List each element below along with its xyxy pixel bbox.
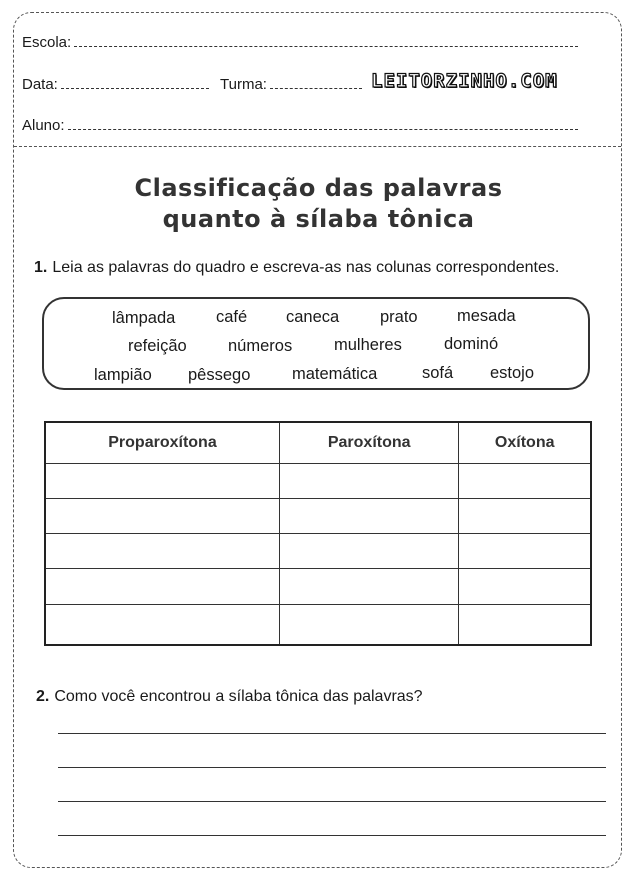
header-paroxitona: Paroxítona — [279, 422, 458, 464]
class-label: Turma: — [220, 76, 267, 93]
word: mulheres — [334, 336, 402, 354]
table-row — [45, 569, 591, 604]
school-field — [22, 32, 578, 51]
answer-cell[interactable] — [459, 604, 591, 645]
student-field — [22, 115, 578, 134]
word: refeição — [128, 337, 187, 355]
header-oxitona: Oxítona — [459, 422, 591, 464]
answer-cell[interactable] — [279, 464, 458, 499]
question-1-number: 1. — [34, 259, 48, 276]
table-row — [45, 464, 591, 499]
class-field — [220, 74, 362, 93]
class-line — [270, 74, 362, 89]
answer-line[interactable] — [58, 733, 606, 734]
question-1-text: Leia as palavras do quadro e escreva-as nas colunas correspondentes. — [52, 259, 560, 276]
question-2 — [36, 688, 423, 706]
word: estojo — [490, 364, 535, 382]
word: caneca — [286, 308, 340, 326]
answer-line[interactable] — [58, 835, 606, 836]
header-proparoxitona: Proparoxítona — [45, 422, 279, 464]
question-2-number: 2. — [36, 688, 50, 705]
date-line — [61, 74, 209, 89]
table-header-row — [45, 422, 591, 464]
answer-cell[interactable] — [459, 464, 591, 499]
title-line-2: quanto à sílaba tônica — [162, 205, 475, 233]
answer-cell[interactable] — [45, 569, 279, 604]
word: pêssego — [188, 366, 251, 384]
school-line — [74, 32, 578, 47]
answer-cell[interactable] — [459, 499, 591, 534]
answer-line[interactable] — [58, 767, 606, 768]
table-row — [45, 499, 591, 534]
student-label: Aluno: — [22, 117, 65, 134]
header-divider — [14, 146, 621, 147]
word: lâmpada — [112, 309, 176, 327]
student-line — [68, 115, 578, 130]
word: café — [216, 308, 248, 326]
answer-cell[interactable] — [279, 569, 458, 604]
word: prato — [380, 308, 418, 326]
answer-cell[interactable] — [459, 569, 591, 604]
date-label: Data: — [22, 76, 58, 93]
answer-cell[interactable] — [45, 534, 279, 569]
classification-table — [44, 421, 592, 646]
answer-cell[interactable] — [279, 534, 458, 569]
title-line-1: Classificação das palavras — [134, 174, 503, 202]
answer-line[interactable] — [58, 801, 606, 802]
answer-cell[interactable] — [45, 604, 279, 645]
question-2-text: Como você encontrou a sílaba tônica das palavras? — [54, 688, 423, 705]
word: dominó — [444, 335, 499, 353]
table-row — [45, 604, 591, 645]
word: matemática — [292, 365, 378, 383]
word: mesada — [457, 307, 516, 325]
answer-cell[interactable] — [45, 499, 279, 534]
table-row — [45, 534, 591, 569]
word: sofá — [422, 364, 454, 382]
answer-cell[interactable] — [279, 604, 458, 645]
answer-cell[interactable] — [279, 499, 458, 534]
question-1 — [34, 259, 559, 277]
answer-cell[interactable] — [45, 464, 279, 499]
word: números — [228, 337, 293, 355]
word: lampião — [94, 366, 152, 384]
school-label: Escola: — [22, 34, 72, 51]
site-logo: LEITORZINHO.COM — [371, 70, 558, 92]
answer-cell[interactable] — [459, 534, 591, 569]
date-field — [22, 74, 209, 93]
